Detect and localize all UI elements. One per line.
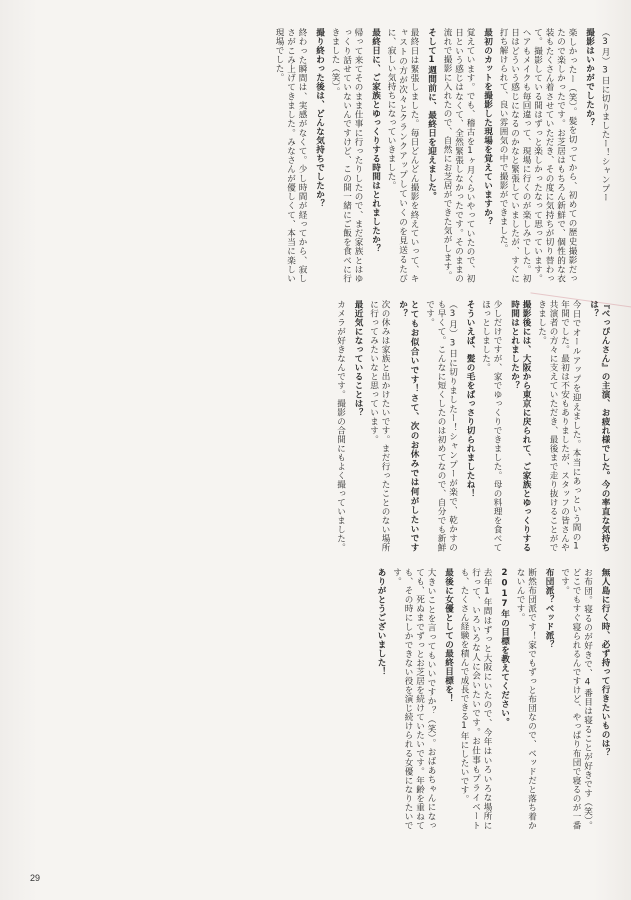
page-number: 29 bbox=[30, 873, 41, 883]
interview-answer: 断然布団派です！家でもずっと布団なので、ベッドだと落ち着かないんです。 bbox=[515, 568, 537, 830]
interview-answer: 今日でオールアップを迎えました。本当にあっという間の1年間でした。最初は不安もありましたが、スタッフの皆さんや共演者の方々に支えていただき、最後まで走り抜けることができました。 bbox=[536, 300, 581, 552]
interview-answer: お布団。寝るのが好きで、4番目は寝ることが好きです（笑）。どこでもすぐ寝られるんですけど、やっぱり布団で寝るのが一番です。 bbox=[559, 568, 593, 830]
interview-question: 布団派？ベッド派？ bbox=[544, 568, 554, 649]
interview-question: 最初のカットを撮影した現場を覚えていますか？ bbox=[482, 28, 493, 226]
interview-answer: 終わった瞬間は、実感がなくて。少し時間が経ってから、寂しさがこみ上げてきました。みなさんが優しくて、本当に楽しい現場でした。 bbox=[274, 28, 307, 283]
interview-question: とてもお似合いです！さて、次のお休みでは何がしたいですか？ bbox=[397, 300, 419, 552]
interview-question: ありがとうございました！ bbox=[376, 568, 386, 676]
interview-question: 無人島に行く時、必ず持って行きたいものは？ bbox=[600, 568, 610, 757]
interview-question: 最近気になっていることは？ bbox=[353, 300, 363, 417]
interview-answer: 最終日は緊張しました。毎日どんどん撮影を終えていって、キャストの方が次々とクランクアップしていくのを見送るたびに、寂しい気持ちになっていきました。 bbox=[386, 28, 419, 283]
interview-question: 最終日に、ご家族とゆっくりする時間はとれましたか？ bbox=[370, 28, 381, 253]
interview-answer: 去年1年間はずっと大阪にいたので、今年はいろいろな場所に行って、いろいろな人に会いたいです。お仕事もプライベートも、たくさん経験を積んで成長できる1年にしたいです。 bbox=[459, 568, 492, 830]
interview-question: そして1週間前に、最終日を迎えました。 bbox=[426, 28, 437, 201]
interview-answer: （3月）3日に切りましたー！シャンプー bbox=[600, 28, 610, 202]
interview-answer: 大きいことを言ってもいいですか？（笑）。おばあちゃんになっても、死ぬまでずっとお芝居を続けていたいです。年齢を重ねても、その時にしかできない役を演じ続けられる女優になりたいです。 bbox=[391, 568, 436, 830]
text-tier-bottom bbox=[28, 568, 610, 830]
interview-answer: 帰って来てそのまま仕事に行ったりしたので、まだ家族とはゆっくり話せていないんですけど、この間一緒にご飯を食べに行きました（笑）。 bbox=[330, 28, 363, 283]
interview-answer: 次の休みは家族と出かけたいです。まだ行ったことのない場所に行ってみたいなと思っています。 bbox=[368, 300, 390, 552]
text-tier-top bbox=[28, 28, 610, 283]
interview-question: 撮影後には、大阪から東京に戻られて、ご家族とゆっくりする時間はとれましたか？ bbox=[509, 300, 531, 552]
interview-answer: 楽しかったー（笑）。髪を切ってから、初めての歴史撮影だったので楽しかったです。お芝居はもちろん新鮮で、個性的な衣装もたくさん着させていただき、その度に気持ちが切り替わって。撮影している間はずっと楽しかったなって思っています。ヘアもメイクも毎回違って、現場に行くのが楽しみでした。初日はどういう感じになるのかなと緊張していましたが、すぐに打ち解けられて、良い雰囲気の中で撮影ができました。 bbox=[498, 28, 577, 283]
interview-question: 2017年の目標を教えてください。 bbox=[499, 568, 510, 727]
interview-question: 撮影はいかがでしたか？ bbox=[584, 28, 595, 127]
interview-answer: カメラが好きなんです。撮影の合間にもよく撮っていました。 bbox=[335, 300, 346, 552]
interview-answer: 少しだけですが、家でゆっくりできました。母の料理を食べてほっとしました。 bbox=[480, 300, 502, 552]
text-tier-middle bbox=[28, 300, 610, 552]
interview-question: 最後に女優としての最終目標を！ bbox=[443, 568, 454, 703]
interview-answer: 覚えています。でも、稽古を1ヶ月くらいやっていたので、初日という感じはなくて、全然緊張しなかったです。そのままの流れで撮影に入れたので、自然にお芝居ができた気がします。 bbox=[442, 28, 475, 283]
interview-question: 『べっぴんさん』の主演、お疲れ様でした。今の率直な気持ちは？ bbox=[588, 300, 610, 552]
interview-question: 撮り終わった後は、どんな気持ちでしたか？ bbox=[314, 28, 325, 208]
interview-question: そういえば、髪の毛をばっさり切られましたね！ bbox=[465, 300, 475, 498]
interview-answer: （3月）3日に切りましたー！シャンプーが楽で、乾かすのも早くて。こんなに短くしたのは初めてなので、自分でも新鮮です。 bbox=[424, 300, 458, 552]
